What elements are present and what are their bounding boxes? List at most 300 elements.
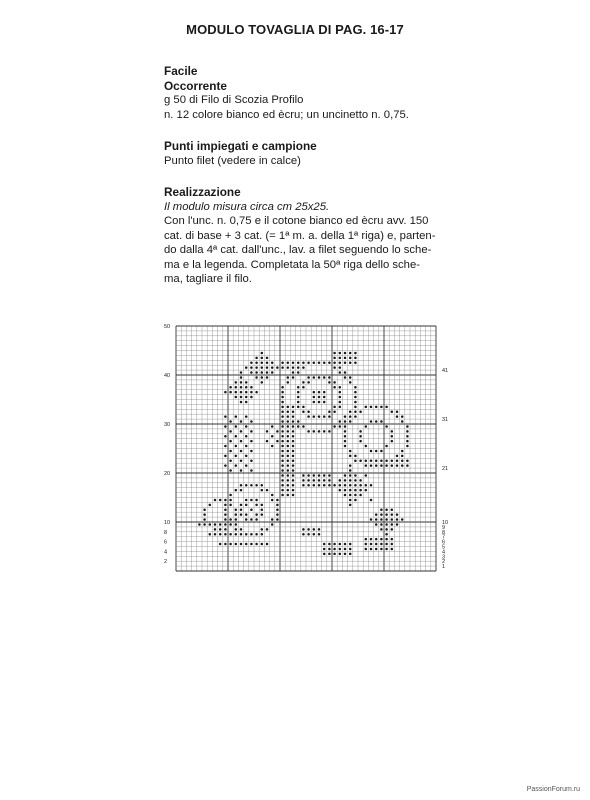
filled-cell-dot (250, 543, 253, 546)
filled-cell-dot (281, 479, 284, 482)
filled-cell-dot (235, 396, 238, 399)
filled-cell-dot (276, 504, 279, 507)
filled-cell-dot (375, 548, 378, 551)
filled-cell-dot (297, 386, 300, 389)
filled-cell-dot (276, 513, 279, 516)
filled-cell-dot (401, 518, 404, 521)
filled-cell-dot (250, 518, 253, 521)
filled-cell-dot (307, 533, 310, 536)
filled-cell-dot (375, 420, 378, 423)
filled-cell-dot (391, 518, 394, 521)
filled-cell-dot (354, 499, 357, 502)
filled-cell-dot (287, 474, 290, 477)
filled-cell-dot (344, 489, 347, 492)
filled-cell-dot (385, 518, 388, 521)
filled-cell-dot (396, 513, 399, 516)
filled-cell-dot (271, 371, 274, 374)
filled-cell-dot (344, 435, 347, 438)
filled-cell-dot (287, 440, 290, 443)
filled-cell-dot (240, 528, 243, 531)
filled-cell-dot (333, 553, 336, 556)
filled-cell-dot (375, 464, 378, 467)
filled-cell-dot (380, 548, 383, 551)
filled-cell-dot (266, 489, 269, 492)
filled-cell-dot (391, 460, 394, 463)
materials-line: g 50 di Filo di Scozia Profilo (164, 94, 304, 106)
filled-cell-dot (323, 548, 326, 551)
filled-cell-dot (287, 469, 290, 472)
realization-line: Con l'unc. n. 0,75 e il cotone bianco ed ècru avv. 150 (164, 215, 429, 227)
filled-cell-dot (339, 362, 342, 365)
realization-line: do dalla 4ª cat. dall'unc., lav. a filet seguendo lo sche- (164, 244, 432, 256)
filled-cell-dot (302, 366, 305, 369)
filled-cell-dot (281, 362, 284, 365)
filled-cell-dot (266, 371, 269, 374)
filled-cell-dot (250, 396, 253, 399)
filled-cell-dot (261, 513, 264, 516)
filled-cell-dot (365, 406, 368, 409)
left-row-label: 6 (164, 539, 168, 546)
right-row-label: 31 (442, 417, 449, 424)
filled-cell-dot (328, 553, 331, 556)
filled-cell-dot (235, 518, 238, 521)
filled-cell-dot (344, 543, 347, 546)
stitches-text: Punto filet (vedere in calce) (164, 154, 301, 167)
filled-cell-dot (281, 484, 284, 487)
filled-cell-dot (370, 450, 373, 453)
filled-cell-dot (297, 391, 300, 394)
filled-cell-dot (219, 543, 222, 546)
filled-cell-dot (349, 499, 352, 502)
filled-cell-dot (209, 504, 212, 507)
filled-cell-dot (250, 420, 253, 423)
filled-cell-dot (292, 435, 295, 438)
filled-cell-dot (406, 440, 409, 443)
filled-cell-dot (292, 455, 295, 458)
filled-cell-dot (245, 543, 248, 546)
filled-cell-dot (302, 425, 305, 428)
filled-cell-dot (302, 479, 305, 482)
filled-cell-dot (250, 499, 253, 502)
realization-intro: Il modulo misura circa cm 25x25. (164, 200, 330, 213)
filled-cell-dot (271, 435, 274, 438)
stitches-heading: Punti impiegati e campione (164, 139, 317, 153)
filled-cell-dot (245, 396, 248, 399)
filled-cell-dot (370, 543, 373, 546)
filled-cell-dot (287, 415, 290, 418)
filled-cell-dot (354, 396, 357, 399)
filled-cell-dot (250, 371, 253, 374)
filled-cell-dot (245, 366, 248, 369)
filled-cell-dot (281, 401, 284, 404)
filled-cell-dot (209, 533, 212, 536)
filled-cell-dot (359, 460, 362, 463)
filled-cell-dot (354, 357, 357, 360)
filled-cell-dot (281, 411, 284, 414)
filled-cell-dot (235, 391, 238, 394)
right-row-label: 8 (442, 529, 446, 536)
filled-cell-dot (339, 357, 342, 360)
filled-cell-dot (349, 362, 352, 365)
filled-cell-dot (235, 386, 238, 389)
filled-cell-dot (339, 401, 342, 404)
filled-cell-dot (406, 425, 409, 428)
filled-cell-dot (339, 352, 342, 355)
filled-cell-dot (229, 386, 232, 389)
filled-cell-dot (323, 415, 326, 418)
filled-cell-dot (365, 460, 368, 463)
filled-cell-dot (339, 420, 342, 423)
filled-cell-dot (307, 376, 310, 379)
filled-cell-dot (385, 513, 388, 516)
filled-cell-dot (349, 411, 352, 414)
filled-cell-dot (313, 474, 316, 477)
filled-cell-dot (224, 518, 227, 521)
filled-cell-dot (266, 440, 269, 443)
filled-cell-dot (323, 396, 326, 399)
filled-cell-dot (224, 464, 227, 467)
filled-cell-dot (250, 450, 253, 453)
right-row-label: 6 (442, 539, 446, 546)
filled-cell-dot (391, 538, 394, 541)
filled-cell-dot (318, 528, 321, 531)
filled-cell-dot (318, 430, 321, 433)
filled-cell-dot (240, 371, 243, 374)
realization-line: ma e la legenda. Completata la 50ª riga dello sche- (164, 258, 421, 271)
filled-cell-dot (375, 538, 378, 541)
filled-cell-dot (406, 464, 409, 467)
filled-cell-dot (271, 518, 274, 521)
filled-cell-dot (266, 362, 269, 365)
filled-cell-dot (339, 484, 342, 487)
filled-cell-dot (375, 513, 378, 516)
filled-cell-dot (307, 474, 310, 477)
filled-cell-dot (235, 455, 238, 458)
filled-cell-dot (287, 362, 290, 365)
filled-cell-dot (406, 435, 409, 438)
filled-cell-dot (349, 484, 352, 487)
filled-cell-dot (276, 366, 279, 369)
filled-cell-dot (401, 460, 404, 463)
filled-cell-dot (276, 518, 279, 521)
filled-cell-dot (344, 440, 347, 443)
filled-cell-dot (323, 362, 326, 365)
filled-cell-dot (271, 366, 274, 369)
filled-cell-dot (224, 455, 227, 458)
filled-cell-dot (297, 420, 300, 423)
filled-cell-dot (281, 464, 284, 467)
filled-cell-dot (261, 543, 264, 546)
filled-cell-dot (240, 401, 243, 404)
left-row-label: 8 (164, 529, 168, 536)
filled-cell-dot (323, 391, 326, 394)
filled-cell-dot (406, 445, 409, 448)
filled-cell-dot (385, 445, 388, 448)
filled-cell-dot (255, 533, 258, 536)
filled-cell-dot (349, 548, 352, 551)
filled-cell-dot (266, 376, 269, 379)
filled-cell-dot (365, 445, 368, 448)
filled-cell-dot (391, 430, 394, 433)
filled-cell-dot (219, 523, 222, 526)
filled-cell-dot (281, 391, 284, 394)
filled-cell-dot (375, 450, 378, 453)
filled-cell-dot (380, 420, 383, 423)
left-row-label: 2 (164, 559, 168, 566)
filled-cell-dot (318, 479, 321, 482)
right-row-label: 9 (442, 524, 446, 531)
filled-cell-dot (380, 528, 383, 531)
filled-cell-dot (339, 548, 342, 551)
filled-cell-dot (339, 366, 342, 369)
filled-cell-dot (359, 430, 362, 433)
filled-cell-dot (359, 479, 362, 482)
filled-cell-dot (250, 362, 253, 365)
filled-cell-dot (313, 533, 316, 536)
filled-cell-dot (292, 366, 295, 369)
filled-cell-dot (229, 494, 232, 497)
filled-cell-dot (245, 415, 248, 418)
filled-cell-dot (292, 420, 295, 423)
filled-cell-dot (391, 548, 394, 551)
filled-cell-dot (328, 548, 331, 551)
filled-cell-dot (344, 420, 347, 423)
realization-section (164, 185, 464, 287)
filled-cell-dot (281, 494, 284, 497)
filled-cell-dot (245, 425, 248, 428)
filled-cell-dot (203, 518, 206, 521)
filled-cell-dot (333, 548, 336, 551)
filled-cell-dot (245, 499, 248, 502)
filled-cell-dot (292, 460, 295, 463)
filled-cell-dot (391, 435, 394, 438)
filled-cell-dot (235, 533, 238, 536)
filled-cell-dot (313, 396, 316, 399)
filled-cell-dot (318, 474, 321, 477)
filled-cell-dot (344, 474, 347, 477)
filled-cell-dot (385, 528, 388, 531)
filled-cell-dot (359, 494, 362, 497)
filled-cell-dot (354, 479, 357, 482)
filled-cell-dot (391, 513, 394, 516)
filled-cell-dot (318, 396, 321, 399)
filled-cell-dot (292, 464, 295, 467)
filled-cell-dot (339, 489, 342, 492)
filled-cell-dot (245, 401, 248, 404)
filled-cell-dot (385, 509, 388, 512)
filled-cell-dot (281, 396, 284, 399)
filled-cell-dot (240, 391, 243, 394)
filled-cell-dot (224, 509, 227, 512)
filled-cell-dot (250, 469, 253, 472)
filled-cell-dot (235, 445, 238, 448)
filled-cell-dot (391, 440, 394, 443)
filled-cell-dot (339, 396, 342, 399)
filled-cell-dot (344, 352, 347, 355)
filled-cell-dot (245, 533, 248, 536)
filled-cell-dot (245, 455, 248, 458)
filled-cell-dot (235, 464, 238, 467)
filled-cell-dot (292, 425, 295, 428)
filled-cell-dot (385, 460, 388, 463)
filled-cell-dot (287, 464, 290, 467)
filled-cell-dot (250, 533, 253, 536)
filled-cell-dot (339, 371, 342, 374)
filled-cell-dot (261, 371, 264, 374)
filled-cell-dot (391, 523, 394, 526)
filled-cell-dot (401, 415, 404, 418)
right-row-label: 1 (442, 564, 446, 571)
filled-cell-dot (235, 513, 238, 516)
filled-cell-dot (349, 415, 352, 418)
filled-cell-dot (266, 366, 269, 369)
filled-cell-dot (203, 523, 206, 526)
filled-cell-dot (333, 425, 336, 428)
filled-cell-dot (224, 391, 227, 394)
filled-cell-dot (224, 425, 227, 428)
right-row-label: 7 (442, 534, 446, 541)
filled-cell-dot (255, 371, 258, 374)
filled-cell-dot (318, 376, 321, 379)
filled-cell-dot (292, 430, 295, 433)
filled-cell-dot (203, 513, 206, 516)
filled-cell-dot (287, 435, 290, 438)
filled-cell-dot (323, 543, 326, 546)
filled-cell-dot (333, 406, 336, 409)
filled-cell-dot (365, 543, 368, 546)
filled-cell-dot (333, 362, 336, 365)
filled-cell-dot (323, 484, 326, 487)
filled-cell-dot (240, 381, 243, 384)
filled-cell-dot (292, 494, 295, 497)
filled-cell-dot (250, 430, 253, 433)
filled-cell-dot (281, 445, 284, 448)
filled-cell-dot (344, 548, 347, 551)
filled-cell-dot (307, 362, 310, 365)
filled-cell-dot (240, 386, 243, 389)
filled-cell-dot (396, 523, 399, 526)
filled-cell-dot (250, 484, 253, 487)
filled-cell-dot (281, 460, 284, 463)
filled-cell-dot (245, 386, 248, 389)
filled-cell-dot (344, 479, 347, 482)
right-row-label: 21 (442, 466, 449, 473)
filled-cell-dot (333, 484, 336, 487)
filled-cell-dot (349, 479, 352, 482)
filled-cell-dot (287, 460, 290, 463)
filled-cell-dot (323, 479, 326, 482)
right-row-label: 5 (442, 544, 446, 551)
filled-cell-dot (307, 484, 310, 487)
filled-cell-dot (266, 430, 269, 433)
filled-cell-dot (354, 484, 357, 487)
filled-cell-dot (370, 420, 373, 423)
filled-cell-dot (255, 518, 258, 521)
filled-cell-dot (370, 548, 373, 551)
filled-cell-dot (281, 440, 284, 443)
filled-cell-dot (224, 513, 227, 516)
filled-cell-dot (287, 425, 290, 428)
filled-cell-dot (255, 366, 258, 369)
filled-cell-dot (287, 484, 290, 487)
filled-cell-dot (339, 386, 342, 389)
filled-cell-dot (292, 484, 295, 487)
filled-cell-dot (287, 489, 290, 492)
filled-cell-dot (287, 420, 290, 423)
filled-cell-dot (380, 543, 383, 546)
filled-cell-dot (240, 396, 243, 399)
filled-cell-dot (276, 440, 279, 443)
filled-cell-dot (229, 460, 232, 463)
filled-cell-dot (287, 366, 290, 369)
filled-cell-dot (297, 406, 300, 409)
filled-cell-dot (354, 406, 357, 409)
filled-cell-dot (344, 362, 347, 365)
filled-cell-dot (396, 518, 399, 521)
filled-cell-dot (214, 523, 217, 526)
filled-cell-dot (281, 450, 284, 453)
filled-cell-dot (292, 479, 295, 482)
filet-chart (158, 322, 460, 572)
materials-heading: Occorrente (164, 78, 227, 93)
filled-cell-dot (261, 366, 264, 369)
filled-cell-dot (365, 484, 368, 487)
filled-cell-dot (385, 464, 388, 467)
filled-cell-dot (406, 460, 409, 463)
filled-cell-dot (235, 523, 238, 526)
filled-cell-dot (255, 357, 258, 360)
filled-cell-dot (266, 543, 269, 546)
filled-cell-dot (287, 406, 290, 409)
filled-cell-dot (339, 479, 342, 482)
filled-cell-dot (224, 533, 227, 536)
filled-cell-dot (224, 528, 227, 531)
filled-cell-dot (240, 484, 243, 487)
filled-cell-dot (385, 548, 388, 551)
filled-cell-dot (261, 381, 264, 384)
filled-cell-dot (333, 352, 336, 355)
filled-cell-dot (385, 538, 388, 541)
filled-cell-dot (229, 533, 232, 536)
filled-cell-dot (224, 435, 227, 438)
filled-cell-dot (292, 411, 295, 414)
filled-cell-dot (240, 489, 243, 492)
filled-cell-dot (349, 464, 352, 467)
filled-cell-dot (250, 386, 253, 389)
filled-cell-dot (396, 460, 399, 463)
filled-cell-dot (318, 391, 321, 394)
filled-cell-dot (240, 376, 243, 379)
filled-cell-dot (354, 455, 357, 458)
filled-cell-dot (281, 489, 284, 492)
filled-cell-dot (292, 406, 295, 409)
filled-cell-dot (281, 406, 284, 409)
filled-cell-dot (287, 479, 290, 482)
filled-cell-dot (287, 455, 290, 458)
filled-cell-dot (307, 381, 310, 384)
filled-cell-dot (354, 401, 357, 404)
realization-line: cat. di base + 3 cat. (= 1ª m. a. della 1ª riga) e, parten- (164, 229, 436, 242)
filled-cell-dot (276, 430, 279, 433)
filled-cell-dot (370, 460, 373, 463)
filled-cell-dot (266, 528, 269, 531)
filled-cell-dot (250, 509, 253, 512)
filled-cell-dot (245, 381, 248, 384)
filled-cell-dot (313, 415, 316, 418)
filled-cell-dot (235, 415, 238, 418)
filled-cell-dot (313, 484, 316, 487)
filled-cell-dot (271, 362, 274, 365)
